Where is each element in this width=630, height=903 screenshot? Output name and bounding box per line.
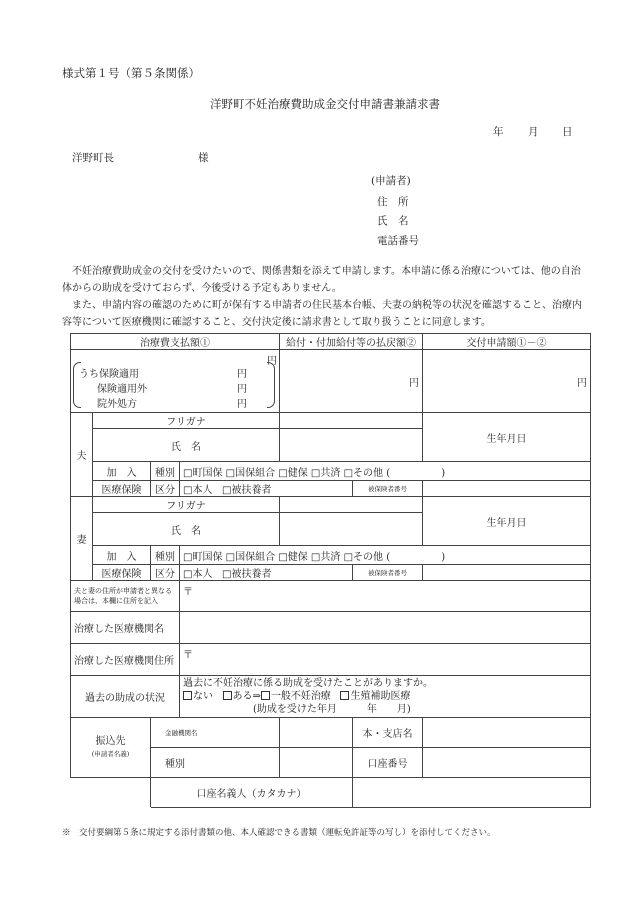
payment-total-yen: 円 bbox=[267, 356, 277, 367]
outside-rx-label: 院外処方 bbox=[97, 399, 137, 410]
account-holder-field[interactable] bbox=[353, 778, 591, 808]
applicant-phone-label: 電話番号 bbox=[377, 235, 419, 247]
col-header-payment: 治療費支払額① bbox=[71, 334, 280, 350]
wife-birthdate-label: 生年月日 bbox=[423, 497, 591, 546]
clinic-name-field[interactable] bbox=[180, 612, 591, 644]
col-header-refund: 給付・付加給付等の払戻額② bbox=[280, 334, 423, 350]
account-no-label: 口座番号 bbox=[353, 748, 423, 778]
wife-furigana-label: フリガナ bbox=[93, 497, 280, 513]
uninsured-label: 保険適用外 bbox=[97, 384, 147, 395]
request-amount-cell[interactable]: 円 bbox=[423, 350, 591, 413]
branch-label: 本・支店名 bbox=[353, 718, 423, 748]
past-none-checkbox[interactable] bbox=[183, 691, 192, 700]
bank-name-label: 金融機関名 bbox=[151, 718, 280, 748]
branch-field[interactable] bbox=[423, 718, 591, 748]
applicant-address-label: 住 所 bbox=[377, 196, 409, 208]
wife-type-label: 種別 bbox=[151, 546, 180, 565]
husband-furigana-field[interactable] bbox=[280, 413, 423, 429]
wife-option-dependent[interactable]: □被扶養者 bbox=[222, 569, 272, 580]
husband-option-dependent[interactable]: □被扶養者 bbox=[222, 485, 272, 496]
past-reproductive-checkbox[interactable] bbox=[340, 691, 349, 700]
wife-join-label: 加 入 bbox=[93, 546, 151, 565]
wife-option-town-nhi[interactable]: □町国保 bbox=[183, 551, 223, 563]
husband-option-other[interactable]: □その他 ( bbox=[343, 467, 391, 479]
past-subsidy-when: (助成を受けた年月 年 月) bbox=[253, 704, 411, 715]
wife-option-mutual-aid[interactable]: □共済 bbox=[310, 551, 341, 563]
husband-option-self[interactable]: □本人 bbox=[183, 485, 213, 496]
clinic-name-label: 治療した医療機関名 bbox=[71, 612, 180, 644]
wife-medical-ins-label: 医療保険 bbox=[93, 565, 151, 581]
husband-label: 夫 bbox=[71, 413, 93, 497]
wife-insurance-type-options[interactable]: □町国保 □国保組合 □健保 □共済 □その他 ( ) bbox=[180, 546, 591, 565]
past-subsidy-question: 過去に不妊治療に係る助成を受けたことがありますか。 bbox=[183, 678, 433, 689]
past-subsidy-field[interactable]: 過去に不妊治療に係る助成を受けたことがありますか。 ない ある⇒ 一般不妊治療 生殖補助医療 (助成を受けた年月 年 月) bbox=[180, 676, 591, 718]
bank-name-field[interactable] bbox=[280, 718, 353, 748]
date-day: 日 bbox=[562, 126, 573, 138]
honorific: 様 bbox=[198, 152, 209, 164]
past-yes-checkbox[interactable] bbox=[223, 691, 232, 700]
bracket-right bbox=[267, 362, 275, 408]
declaration-para-1: 不妊治療費助成金の交付を受けたいので、関係書類を添えて申請します。本申請に係る治療については、他の自治体からの助成を受けておらず、今後受ける予定もありません。 bbox=[62, 266, 581, 294]
past-subsidy-label: 過去の助成の状況 bbox=[71, 676, 180, 718]
declaration-para-2: また、申請内容の確認のために町が保有する申請者の住民基本台帳、夫妻の納税等の状況を確認すること、治療内容等について医療機関に確認すること、交付決定後に請求書として取り扱うことに同意します。 bbox=[62, 300, 582, 328]
wife-category-options[interactable] bbox=[180, 565, 353, 581]
wife-category-label: 区分 bbox=[151, 565, 180, 581]
wife-name-label: 氏 名 bbox=[93, 513, 280, 546]
applicant-label: (申請者) bbox=[371, 175, 411, 187]
husband-name-label: 氏 名 bbox=[93, 429, 280, 462]
husband-name-field[interactable] bbox=[280, 429, 423, 462]
bank-transfer-label: 振込先 (申請者名義) bbox=[71, 718, 151, 778]
form-number: 様式第１号（第５条関係） bbox=[62, 66, 200, 80]
husband-type-label: 種別 bbox=[151, 462, 180, 481]
wife-insured-no-field[interactable] bbox=[423, 565, 591, 581]
husband-category-label: 区分 bbox=[151, 481, 180, 497]
wife-option-health-ins[interactable]: □健保 bbox=[278, 551, 308, 563]
account-type-field[interactable] bbox=[280, 748, 353, 778]
application-form-table bbox=[70, 333, 591, 808]
husband-insured-no-label: 被保険者番号 bbox=[353, 481, 423, 497]
husband-birthdate-label: 生年月日 bbox=[423, 413, 591, 462]
wife-option-nhi-union[interactable]: □国保組合 bbox=[225, 551, 276, 563]
wife-name-field[interactable] bbox=[280, 513, 423, 546]
different-address-note: 夫と妻の住所が申請者と異なる場合は、本欄に住所を記入 bbox=[71, 581, 180, 612]
wife-label: 妻 bbox=[71, 497, 93, 581]
addressee: 洋野町長 bbox=[72, 152, 114, 164]
husband-join-label: 加 入 bbox=[93, 462, 151, 481]
insured-label: うち保険適用 bbox=[79, 369, 139, 380]
husband-category-options[interactable] bbox=[180, 481, 353, 497]
wife-insured-no-label: 被保険者番号 bbox=[353, 565, 423, 581]
col-header-amount: 交付申請額①－② bbox=[423, 334, 591, 350]
husband-insurance-type-options[interactable]: □町国保 □国保組合 □健保 □共済 □その他 ( ) bbox=[180, 462, 591, 481]
husband-furigana-label: フリガナ bbox=[93, 413, 280, 429]
account-no-field[interactable] bbox=[423, 748, 591, 778]
account-type-label: 種別 bbox=[151, 748, 280, 778]
outside-rx-yen: 円 bbox=[237, 399, 247, 410]
husband-medical-ins-label: 医療保険 bbox=[93, 481, 151, 497]
payment-amount-cell[interactable] bbox=[71, 350, 280, 413]
account-holder-label: 口座名義人（カタカナ） bbox=[151, 778, 353, 808]
refund-amount-cell[interactable]: 円 bbox=[280, 350, 423, 413]
husband-option-mutual-aid[interactable]: □共済 bbox=[310, 467, 341, 479]
date-year: 年 bbox=[493, 126, 504, 138]
date-month: 月 bbox=[528, 126, 539, 138]
wife-option-other[interactable]: □その他 ( bbox=[343, 551, 391, 563]
wife-furigana-field[interactable] bbox=[280, 497, 423, 513]
declaration-text bbox=[62, 263, 590, 331]
uninsured-yen: 円 bbox=[237, 384, 247, 395]
husband-insured-no-field[interactable] bbox=[423, 481, 591, 497]
wife-option-self[interactable]: □本人 bbox=[183, 569, 213, 580]
page-title: 洋野町不妊治療費助成金交付申請書兼請求書 bbox=[210, 97, 440, 111]
different-address-field[interactable]: 〒 bbox=[180, 581, 591, 612]
clinic-address-label: 治療した医療機関住所 bbox=[71, 644, 180, 676]
applicant-name-label: 氏 名 bbox=[377, 215, 409, 227]
husband-option-nhi-union[interactable]: □国保組合 bbox=[225, 467, 276, 479]
clinic-address-field[interactable]: 〒 bbox=[180, 644, 591, 676]
past-general-checkbox[interactable] bbox=[261, 691, 270, 700]
husband-option-town-nhi[interactable]: □町国保 bbox=[183, 467, 223, 479]
footnote: ※ 交付要綱第５条に規定する添付書類の他、本人確認できる書類（運転免許証等の写し）を添付してください。 bbox=[62, 828, 496, 838]
husband-option-health-ins[interactable]: □健保 bbox=[278, 467, 308, 479]
insured-yen: 円 bbox=[237, 369, 247, 380]
